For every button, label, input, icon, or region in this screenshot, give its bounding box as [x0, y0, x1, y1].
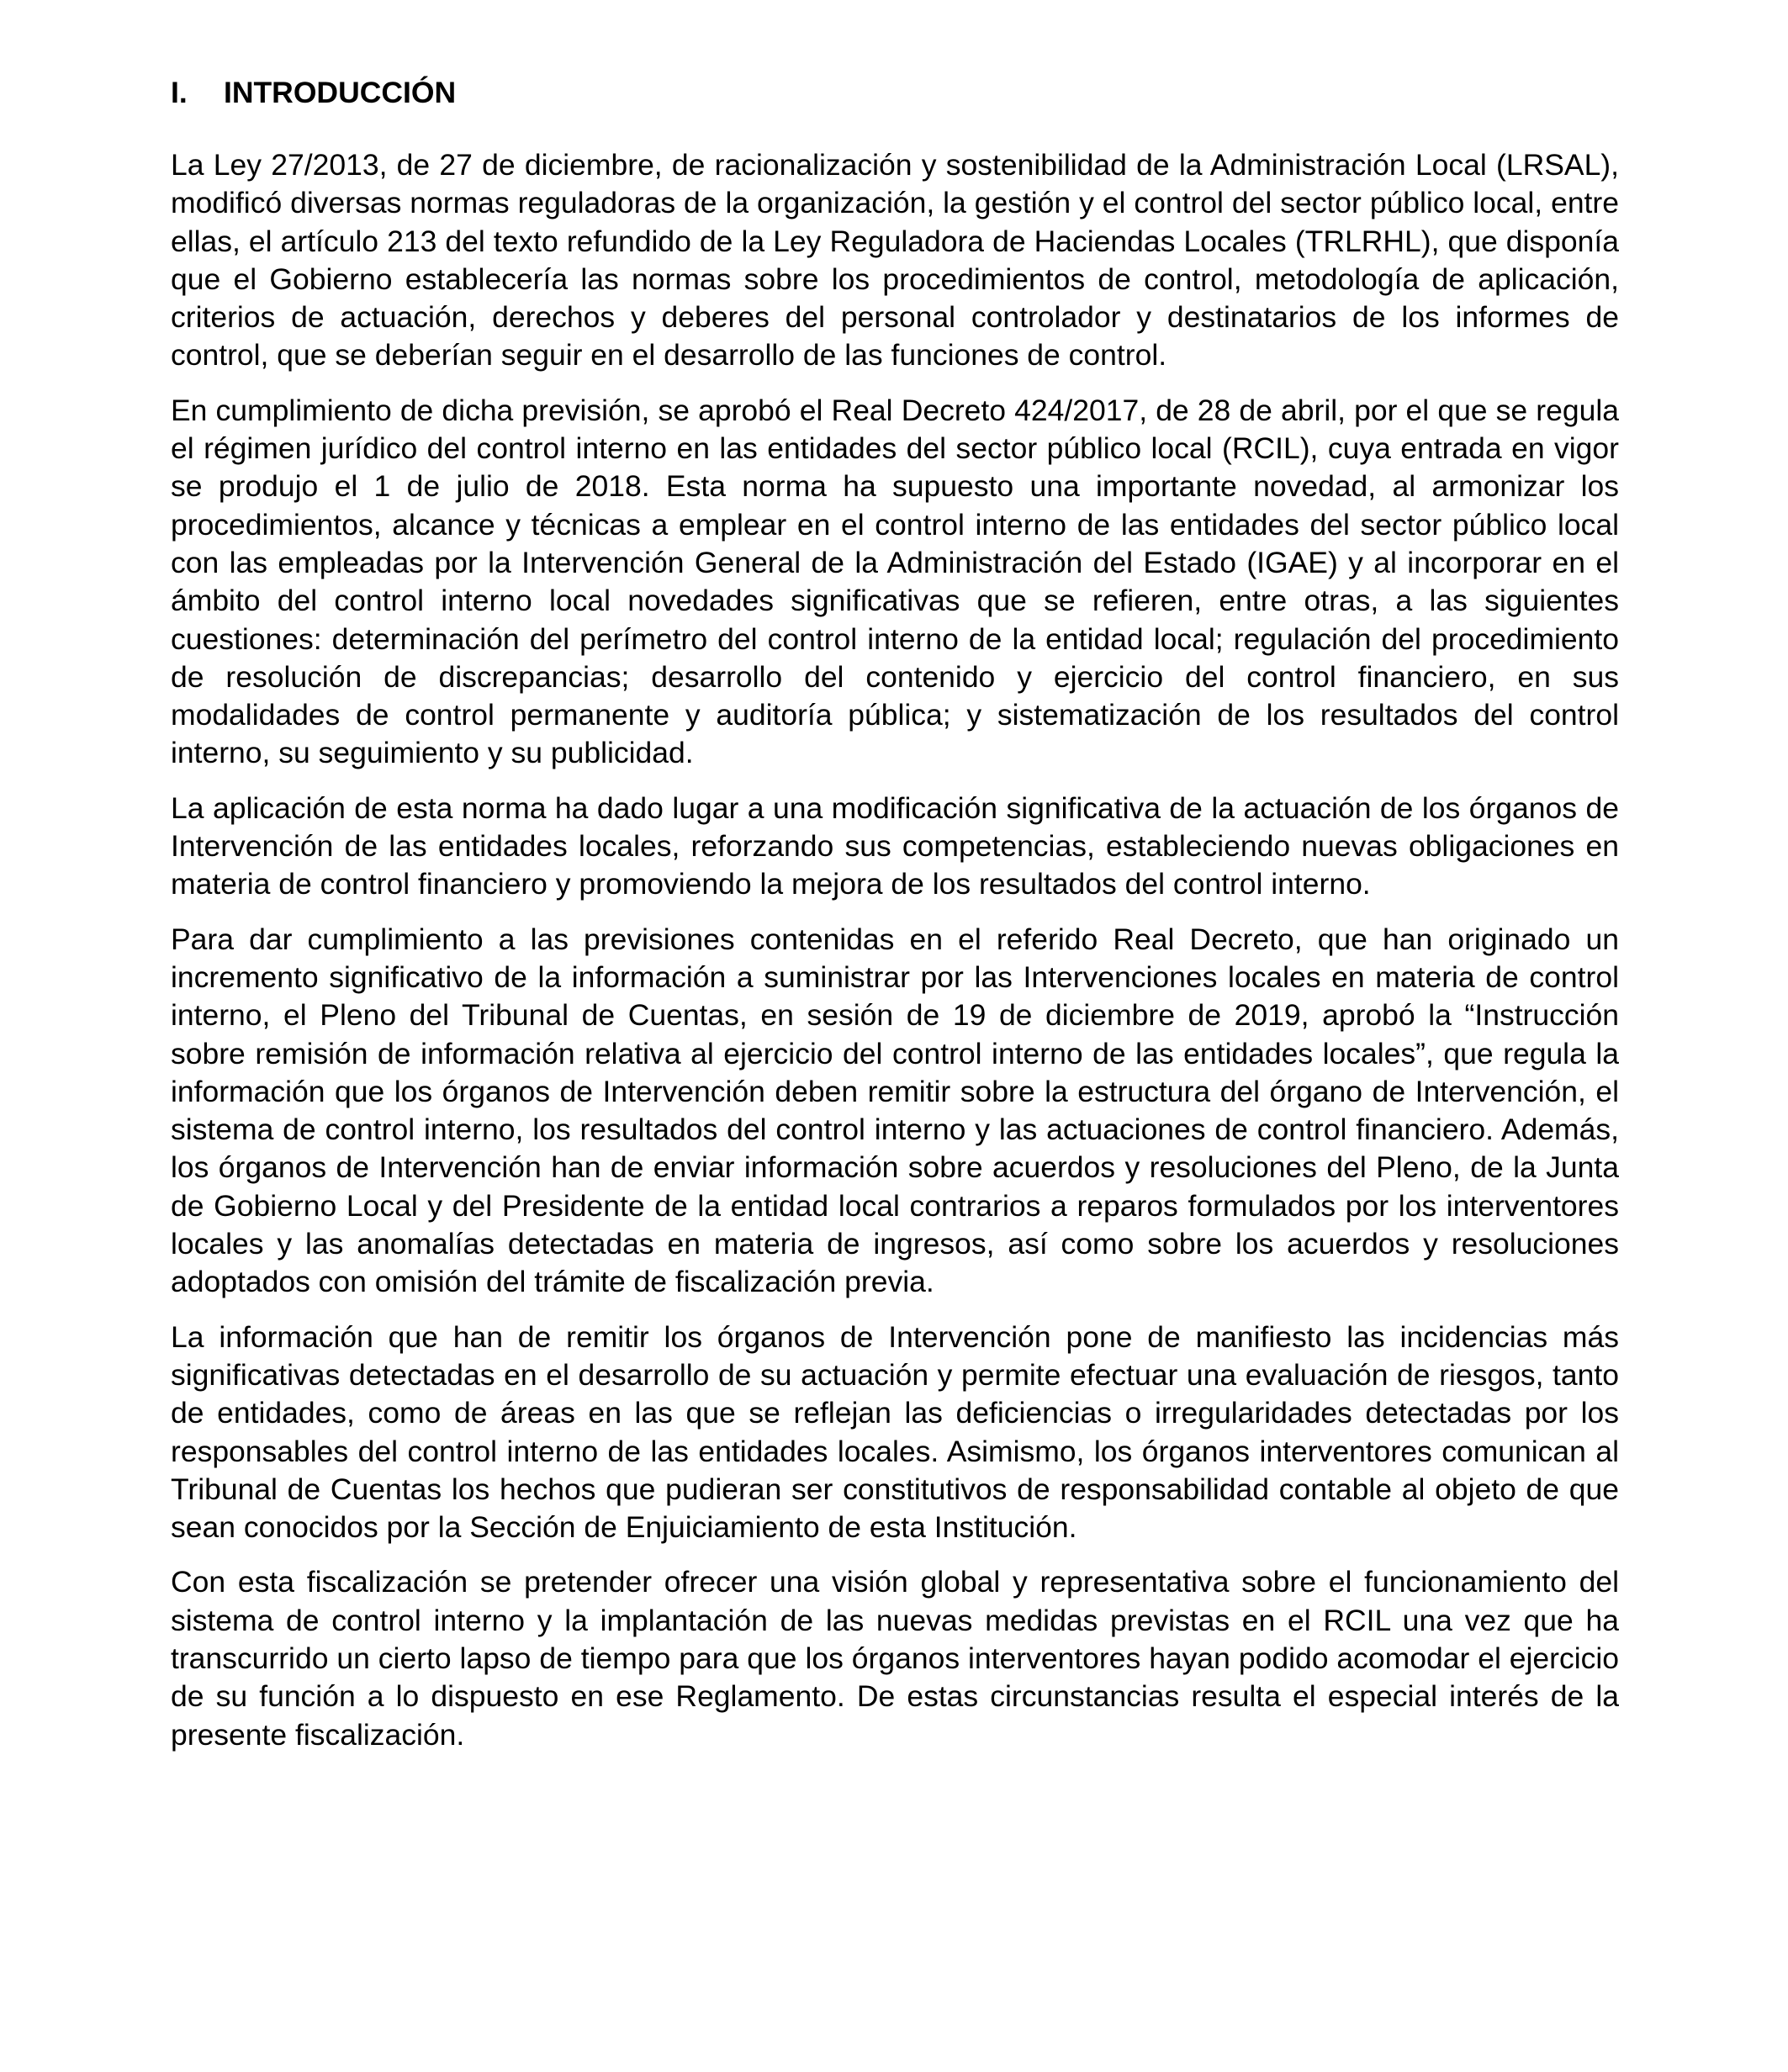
section-heading [171, 74, 1619, 112]
section-title: INTRODUCCIÓN [224, 76, 457, 109]
section-number: I. [171, 76, 188, 109]
paragraph-aplicacion-norma: La aplicación de esta norma ha dado lugar a una modificación significativa de la actuación de los órganos de Intervención de las entidades locales, reforzando sus competencias, estableciendo nuevas obligaciones en materia de control financiero y promoviendo la mejora de los resultados del control interno. [171, 790, 1619, 901]
paragraph-instruccion: Para dar cumplimiento a las previsiones contenidas en el referido Real Decreto, que han originado un incremento significativo de la información a suministrar por las Intervenciones locales en materia de control interno, el Pleno del Tribunal de Cuentas, en sesión de 19 de diciembre de 2019, aprobó la “Instrucción sobre remisión de información relativa al ejercicio del control interno de las entidades locales”, que regula la información que los órganos de Intervención deben remitir sobre la estructura del órgano de Intervención, el sistema de control interno, los resultados del control interno y las actuaciones de control financiero. Además, los órganos de Intervención han de enviar información sobre acuerdos y resoluciones del Pleno, de la Junta de Gobierno Local y del Presidente de la entidad local contrarios a reparos formulados por los interventores locales y las anomalías detectadas en materia de ingresos, así como sobre los acuerdos y resoluciones adoptados con omisión del trámite de fiscalización previa. [171, 922, 1619, 1299]
paragraph-lrsal: La Ley 27/2013, de 27 de diciembre, de racionalización y sostenibilidad de la Administración Local (LRSAL), modificó diversas normas reguladoras de la organización, la gestión y el control del sector público local, entre ellas, el artículo 213 del texto refundido de la Ley Reguladora de Haciendas Locales (TRLRHL), que disponía que el Gobierno establecería las normas sobre los procedimientos de control, metodología de aplicación, criterios de actuación, derechos y deberes del personal controlador y destinatarios de los informes de control, que se deberían seguir en el desarrollo de las funciones de control. [171, 148, 1619, 373]
paragraph-real-decreto: En cumplimiento de dicha previsión, se aprobó el Real Decreto 424/2017, de 28 de abril, por el que se regula el régimen jurídico del control interno en las entidades del sector público local (RCIL), cuya entrada en vigor se produjo el 1 de julio de 2018. Esta norma ha supuesto una importante novedad, al armonizar los procedimientos, alcance y técnicas a emplear en el control interno de las entidades del sector público local con las empleadas por la Intervención General de la Administración del Estado (IGAE) y al incorporar en el ámbito del control interno local novedades significativas que se refieren, entre otras, a las siguientes cuestiones: determinación del perímetro del control interno de la entidad local; regulación del procedimiento de resolución de discrepancias; desarrollo del contenido y ejercicio del control financiero, en sus modalidades de control permanente y auditoría pública; y sistematización de los resultados del control interno, su seguimiento y su publicidad. [171, 393, 1619, 770]
paragraph-informacion-intervencion: La información que han de remitir los órganos de Intervención pone de manifiesto las incidencias más significativas detectadas en el desarrollo de su actuación y permite efectuar una evaluación de riesgos, tanto de entidades, como de áreas en las que se reflejan las deficiencias o irregularidades detectadas por los responsables del control interno de las entidades locales. Asimismo, los órganos interventores comunican al Tribunal de Cuentas los hechos que pudieran ser constitutivos de responsabilidad contable al objeto de que sean conocidos por la Sección de Enjuiciamiento de esta Institución. [171, 1319, 1619, 1545]
paragraph-fiscalizacion: Con esta fiscalización se pretender ofrecer una visión global y representativa sobre el funcionamiento del sistema de control interno y la implantación de las nuevas medidas previstas en el RCIL una vez que ha transcurrido un cierto lapso de tiempo para que los órganos interventores hayan podido acomodar el ejercicio de su función a lo dispuesto en ese Reglamento. De estas circunstancias resulta el especial interés de la presente fiscalización. [171, 1565, 1619, 1752]
document-body [171, 74, 1619, 1771]
